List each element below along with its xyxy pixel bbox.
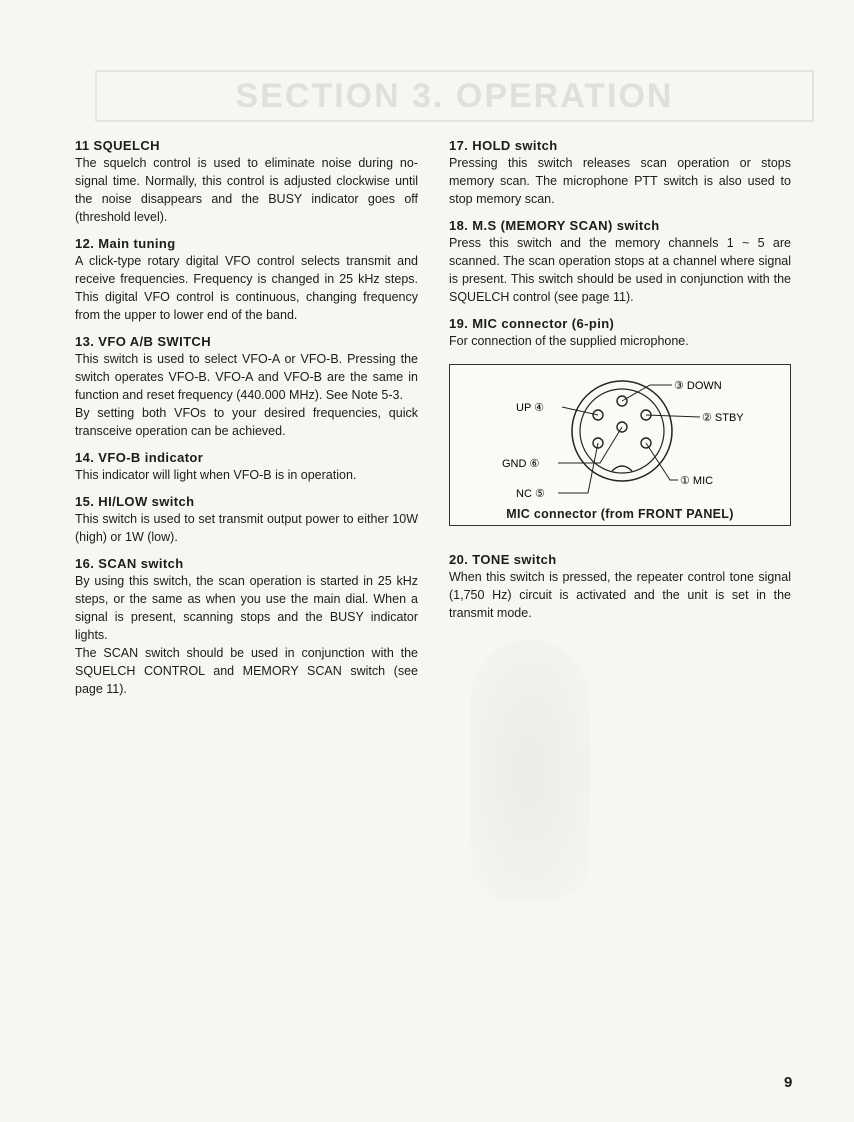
section-body: This switch is used to select VFO-A or VFO-B. Pressing the switch operates VFO-B. VFO-A and VFO-B are the same in function and reset frequency (440.000 MHz). See Note 5-3. <box>75 352 418 402</box>
section-memory-scan-switch <box>449 218 791 306</box>
bleed-through-section-banner: SECTION 3. OPERATION <box>95 70 814 122</box>
label-gnd: GND ⑥ <box>502 458 540 470</box>
section-title: 16. SCAN switch <box>75 556 184 571</box>
section-body-continued: The SCAN switch should be used in conjunction with the SQUELCH CONTROL and MEMORY SCAN switch (see page 11). <box>75 646 418 696</box>
section-title: 18. M.S (MEMORY SCAN) switch <box>449 218 660 233</box>
section-body: This indicator will light when VFO-B is in operation. <box>75 468 357 482</box>
label-nc: NC ⑤ <box>516 488 545 500</box>
leader-stby <box>646 415 700 417</box>
section-body: This switch is used to set transmit output power to either 10W (high) or 1W (low). <box>75 512 418 544</box>
section-vfo-ab-switch <box>75 334 418 440</box>
section-body: The squelch control is used to eliminate noise during no-signal time. Normally, this control is adjusted clockwise until the noise disappears and the BUSY indicator goes off (threshold level). <box>75 156 418 224</box>
section-mic-connector <box>449 316 791 350</box>
section-body: Pressing this switch releases scan operation or stops memory scan. The microphone PTT switch is also used to stop memory scan. <box>449 156 791 206</box>
section-body: Press this switch and the memory channels 1 ~ 5 are scanned. The scan operation stops at a channel where signal is present. This switch should be used in conjunction with the SQUELCH control (see page 11). <box>449 236 791 304</box>
section-body: A click-type rotary digital VFO control selects transmit and receive frequencies. Frequency is changed in 25 kHz steps. This digital VFO control is continuous, changing frequency from the upper to lower end of the band. <box>75 254 418 322</box>
section-vfo-b-indicator <box>75 450 418 484</box>
section-title: 11 SQUELCH <box>75 138 160 153</box>
section-body: When this switch is pressed, the repeater control tone signal (1,750 Hz) circuit is activated and the unit is set in the transmit mode. <box>449 570 791 620</box>
section-tone-switch <box>449 552 791 622</box>
section-title: 19. MIC connector (6-pin) <box>449 316 615 331</box>
section-squelch <box>75 138 418 226</box>
page-number: 9 <box>784 1074 793 1091</box>
section-body-continued: By setting both VFOs to your desired frequencies, quick transceive operation can be achieved. <box>75 406 418 438</box>
section-title: 14. VFO-B indicator <box>75 450 204 465</box>
label-up: UP ④ <box>516 402 544 414</box>
diagram-caption: MIC connector (from FRONT PANEL) <box>506 507 734 521</box>
leader-up <box>562 407 598 415</box>
section-body: By using this switch, the scan operation is started in 25 kHz steps, or the same as when you use the main dial. When a signal is present, scanning stops and the BUSY indicator lights. <box>75 574 418 642</box>
mic-connector-diagram <box>449 364 791 526</box>
label-stby: ② STBY <box>702 412 744 424</box>
section-title: 17. HOLD switch <box>449 138 558 153</box>
connector-pinout-figure <box>450 365 790 525</box>
connector-key-notch <box>612 466 632 471</box>
label-down: ③ DOWN <box>674 380 722 392</box>
right-column <box>449 138 791 632</box>
section-body: For connection of the supplied microphone. <box>449 334 689 348</box>
section-title: 15. HI/LOW switch <box>75 494 195 509</box>
section-title: 13. VFO A/B SWITCH <box>75 334 212 349</box>
section-main-tuning <box>75 236 418 324</box>
section-title: 20. TONE switch <box>449 552 557 567</box>
section-hold-switch <box>449 138 791 208</box>
section-title: 12. Main tuning <box>75 236 176 251</box>
label-mic: ① MIC <box>680 475 714 487</box>
connector-inner-ring <box>580 389 664 473</box>
section-hi-low-switch <box>75 494 418 546</box>
section-scan-switch <box>75 556 418 698</box>
bleed-through-microphone-image <box>470 640 590 900</box>
leader-nc <box>558 443 598 493</box>
left-column <box>75 138 418 708</box>
